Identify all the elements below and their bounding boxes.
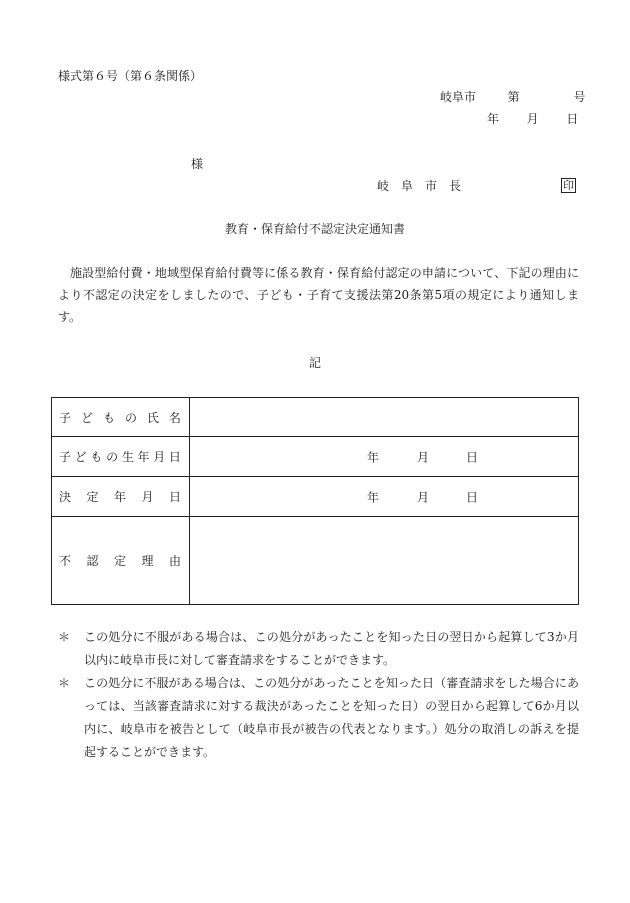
- label-char: の: [106, 450, 119, 464]
- label-char: 決: [59, 490, 72, 504]
- label-child-birthdate: [52, 437, 190, 477]
- label-char: 子: [59, 410, 72, 425]
- label-char: 認: [86, 554, 99, 568]
- sender-name: [377, 180, 461, 192]
- note-item: [58, 626, 579, 672]
- note-text: この処分に不服がある場合は、この処分があったことを知った日（審査請求をした場合にあっては、当該審査請求に対する裁決があったことを知った日）の翌日から起算して6か月以内に、岐阜市を被告として（岐阜市長が被告の代表となります。）処分の取消しの訴えを提起することができます。: [84, 676, 579, 759]
- seal-text: 印: [563, 179, 574, 192]
- issue-date-month: 月: [526, 112, 539, 126]
- value-reason[interactable]: [190, 517, 579, 605]
- value-child-name[interactable]: [190, 398, 579, 437]
- date-year: 年: [367, 490, 380, 504]
- label-char: 氏: [146, 410, 159, 425]
- date-month: 月: [417, 450, 430, 464]
- label-char: 定: [86, 490, 99, 504]
- sender-char: 岐: [377, 179, 390, 193]
- seal-mark: [561, 178, 576, 193]
- label-reason: [52, 517, 190, 605]
- label-char: ど: [80, 410, 93, 425]
- label-char: 名: [168, 410, 181, 425]
- sender-char: 阜: [401, 179, 414, 193]
- label-char: 日: [168, 490, 181, 504]
- note-text: この処分に不服がある場合は、この処分があったことを知った日の翌日から起算して3か月以内に岐阜市長に対して審査請求をすることができます。: [84, 630, 579, 667]
- label-char: も: [90, 450, 103, 464]
- issue-date-day: 日: [566, 112, 579, 126]
- asterisk-icon: ＊: [58, 630, 71, 644]
- sender-char: 長: [449, 179, 462, 193]
- label-char: ど: [74, 450, 87, 464]
- label-char: 日: [168, 450, 181, 464]
- date-day: 日: [466, 450, 479, 464]
- label-char: 定: [113, 554, 126, 568]
- label-char: 年: [113, 490, 126, 504]
- label-char: の: [124, 410, 137, 425]
- label-decision-date: [52, 477, 190, 517]
- issuer-dai: 第: [507, 90, 520, 104]
- notes-section: [58, 626, 579, 764]
- date-day: 日: [466, 490, 479, 504]
- asterisk-icon: ＊: [58, 676, 71, 690]
- table-row: [52, 398, 579, 437]
- note-item: [58, 672, 579, 764]
- label-char: も: [102, 410, 115, 425]
- label-char: 月: [153, 450, 166, 464]
- label-char: 子: [59, 450, 72, 464]
- label-char: 由: [168, 554, 181, 568]
- recipient-honorific: 様: [191, 157, 204, 171]
- document-title: 教育・保育給付不認定決定通知書: [224, 222, 405, 236]
- issuer-city: 岐阜市: [440, 90, 477, 104]
- value-child-birthdate[interactable]: [190, 437, 579, 477]
- value-decision-date[interactable]: [190, 477, 579, 517]
- date-year: 年: [367, 450, 380, 464]
- label-child-name: [52, 398, 190, 437]
- label-char: 月: [141, 490, 154, 504]
- info-table: [51, 397, 579, 605]
- issuer-line: [440, 91, 585, 103]
- issue-date-line: [487, 113, 578, 125]
- label-char: 年: [137, 450, 150, 464]
- table-row: [52, 517, 579, 605]
- table-row: [52, 437, 579, 477]
- table-row: [52, 477, 579, 517]
- label-char: 不: [59, 554, 72, 568]
- sender-char: 市: [425, 179, 438, 193]
- date-month: 月: [417, 490, 430, 504]
- form-number: 様式第６号（第６条関係）: [58, 69, 203, 83]
- ki-heading: 記: [308, 356, 321, 370]
- label-char: 理: [141, 554, 154, 568]
- body-paragraph: 施設型給付費・地域型保育給付費等に係る教育・保育給付認定の申請について、下記の理由により不認定の決定をしましたので、子ども・子育て支援法第20条第5項の規定により通知します。: [58, 266, 579, 324]
- label-char: 生: [121, 450, 134, 464]
- issue-date-year: 年: [487, 112, 500, 126]
- issuer-go: 号: [573, 90, 586, 104]
